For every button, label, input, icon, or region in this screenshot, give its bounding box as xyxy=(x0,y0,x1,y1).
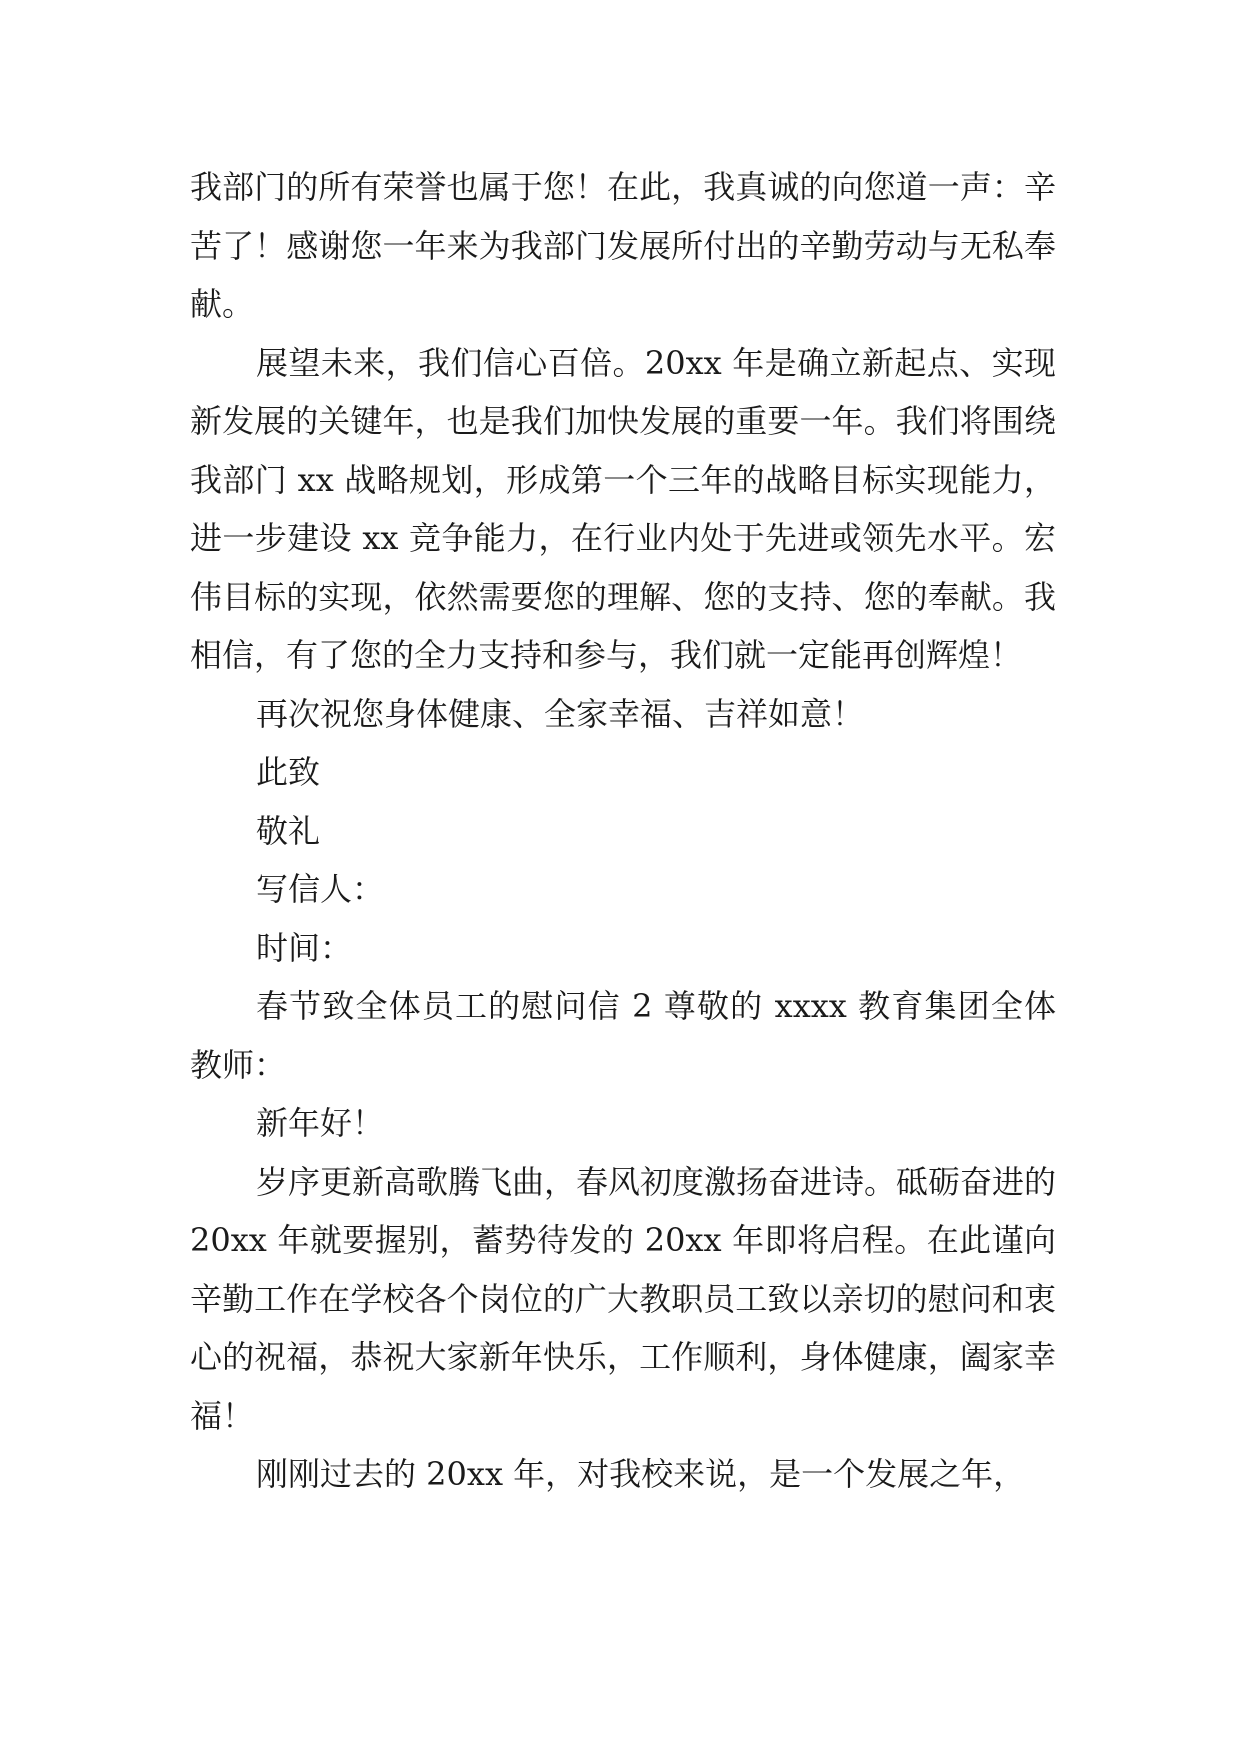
signature-writer: 写信人： xyxy=(256,870,385,908)
paragraph-past-year: 刚刚过去的 20xx 年，对我校来说，是一个发展之年， xyxy=(256,1455,1026,1493)
paragraph-new-year: 岁序更新高歌腾飞曲，春风初度激扬奋进诗。砥砺奋进的 20xx 年就要握别，蓄势待发的 20xx 年即将启程。在此谨向辛勤工作在学校各个岗位的广大教职员工致以亲切的慰问和衷心的祝福，恭祝大家新年快乐，工作顺利，身体健康，阖家幸福！ xyxy=(190,1162,1057,1435)
paragraph-wishes: 再次祝您身体健康、全家幸福、吉祥如意！ xyxy=(256,694,865,733)
closing-salutation: 此致 xyxy=(256,753,321,791)
closing-respect: 敬礼 xyxy=(256,811,321,850)
greeting: 新年好！ xyxy=(256,1104,385,1142)
paragraph-honor: 我部门的所有荣誉也属于您！在此，我真诚的向您道一声：辛苦了！感谢您一年来为我部门发展所付出的辛勤劳动与无私奉献。 xyxy=(190,168,1056,323)
letter-2-heading: 春节致全体员工的慰问信 2 尊敬的 xxxx 教育集团全体教师： xyxy=(190,987,1056,1084)
letter-body xyxy=(190,158,1056,1504)
paragraph-outlook: 展望未来，我们信心百倍。20xx 年是确立新起点、实现新发展的关键年，也是我们加快发展的重要一年。我们将围绕我部门 xx 战略规划，形成第一个三年的战略目标实现能力，进一步建设 xx 竞争能力，在行业内处于先进或领先水平。宏伟目标的实现，依然需要您的理解、您的支持、您的奉献。我相信，有了您的全力支持和参与，我们就一定能再创辉煌！ xyxy=(190,343,1056,674)
signature-date: 时间： xyxy=(256,928,353,967)
